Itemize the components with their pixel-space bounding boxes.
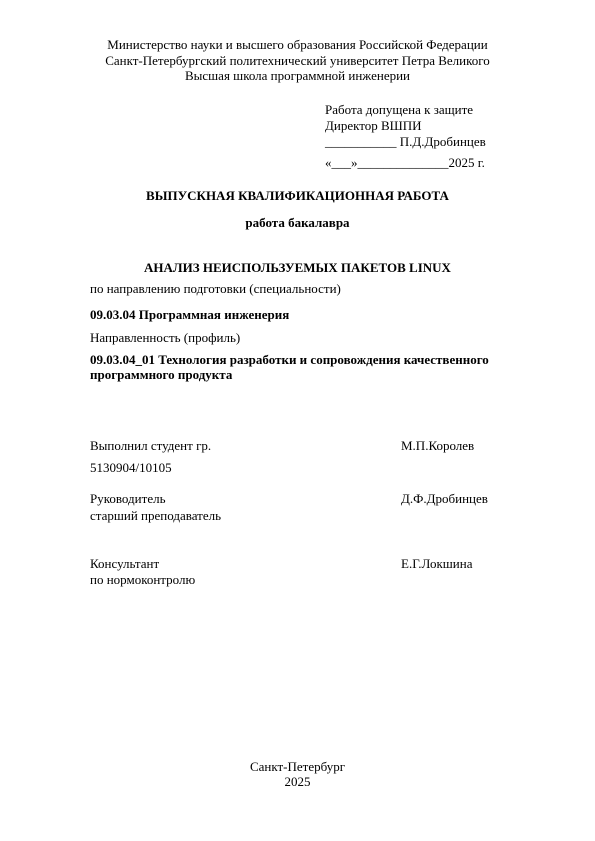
work-type-title: ВЫПУСКНАЯ КВАЛИФИКАЦИОННАЯ РАБОТА — [146, 188, 449, 203]
supervisor-name: Д.Ф.Дробинцев — [401, 491, 488, 506]
profile-value-line2: программного продукта — [90, 367, 233, 382]
supervisor-position: старший преподаватель — [90, 508, 222, 523]
school-line: Высшая школа программной инженерии — [185, 68, 410, 83]
thesis-topic: АНАЛИЗ НЕИСПОЛЬЗУЕМЫХ ПАКЕТОВ LINUX — [144, 260, 451, 275]
supervisor-label: Руководитель — [90, 491, 166, 506]
approval-signature: ___________ П.Д.Дробинцев — [325, 134, 486, 149]
consultant-label: Консультант — [90, 556, 160, 571]
direction-label: по направлению подготовки (специальности) — [90, 281, 341, 296]
approval-block — [325, 102, 486, 171]
ministry-line: Министерство науки и высшего образования Российской Федерации — [107, 37, 488, 52]
university-line: Санкт-Петербургский политехнический университет Петра Великого — [105, 53, 490, 68]
profile-label: Направленность (профиль) — [90, 330, 241, 345]
direction-value: 09.03.04 Программная инженерия — [90, 307, 290, 322]
student-name: М.П.Королев — [401, 438, 475, 453]
consultant-name: Е.Г.Локшина — [401, 556, 473, 571]
consultant-role: по нормоконтролю — [90, 572, 196, 587]
student-label: Выполнил студент гр. — [90, 438, 212, 453]
footer-city: Санкт-Петербург — [249, 759, 346, 774]
approval-admitted: Работа допущена к защите — [325, 102, 474, 117]
student-group: 5130904/10105 — [90, 460, 172, 475]
footer-year: 2025 — [284, 774, 311, 789]
approval-director: Директор ВШПИ — [325, 118, 422, 133]
approval-date: «___»______________2025 г. — [325, 155, 485, 170]
work-subtype: работа бакалавра — [245, 215, 350, 230]
profile-value-line1: 09.03.04_01 Технология разработки и сопровождения качественного — [90, 352, 489, 367]
